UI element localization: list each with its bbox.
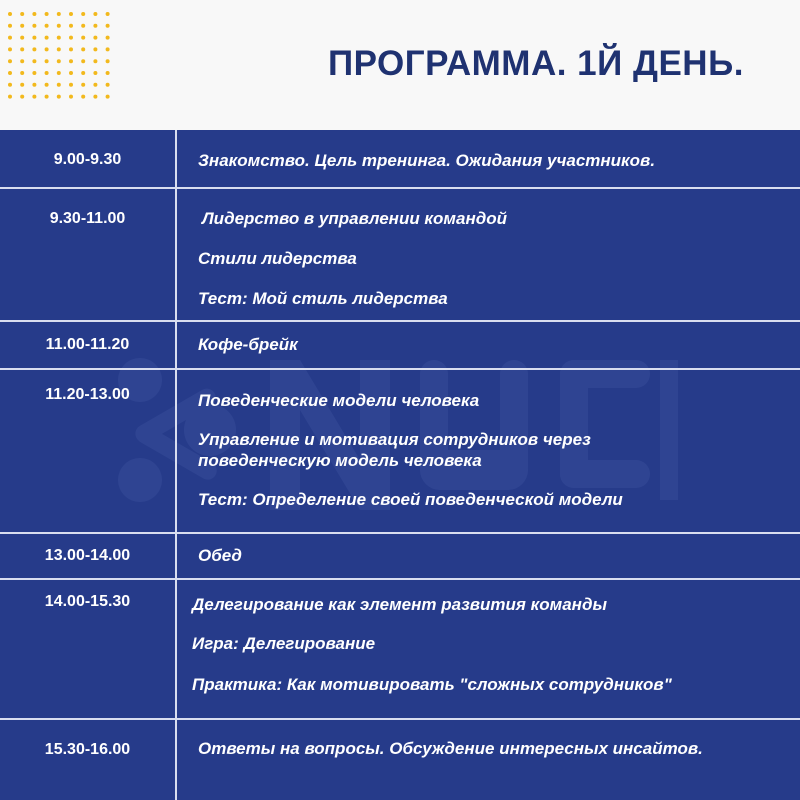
decor-dot [81, 71, 85, 75]
decor-dot [69, 24, 73, 28]
decor-dot [45, 83, 49, 87]
decor-dot [57, 59, 61, 63]
decor-dot [8, 47, 12, 51]
agenda-item: Тест: Мой стиль лидерства [198, 289, 448, 308]
decor-dot [20, 12, 24, 16]
decor-dot [8, 95, 12, 99]
decor-dot [93, 36, 97, 40]
time-slot: 9.00-9.30 [53, 151, 122, 168]
schedule-table [0, 130, 800, 800]
decor-dot [69, 36, 73, 40]
time-slot: 11.00-11.20 [45, 336, 130, 353]
decor-dot [81, 12, 85, 16]
time-slot: 9.30-11.00 [49, 210, 126, 227]
decor-dot [81, 83, 85, 87]
decor-dot [57, 83, 61, 87]
decor-dot [8, 59, 12, 63]
decor-dot [106, 59, 110, 63]
row-divider [0, 368, 800, 370]
row-divider [0, 320, 800, 322]
decor-dot [8, 24, 12, 28]
agenda-item: Делегирование как элемент развития команды [192, 595, 607, 614]
decor-dot [32, 95, 36, 99]
decor-dot [69, 59, 73, 63]
decor-dot [32, 83, 36, 87]
decor-dot [45, 24, 49, 28]
header [0, 0, 800, 130]
page-title: ПРОГРАММА. 1Й ДЕНЬ. [328, 44, 744, 83]
row-divider [0, 718, 800, 720]
decor-dot [45, 59, 49, 63]
agenda-item: Ответы на вопросы. Обсуждение интересных инсайтов. [198, 739, 703, 758]
decor-dot [8, 12, 12, 16]
decor-dot [69, 12, 73, 16]
decor-dot [81, 95, 85, 99]
row-divider [0, 578, 800, 580]
decor-dot [81, 47, 85, 51]
agenda-item: Управление и мотивация сотрудников через [198, 430, 591, 449]
time-slot: 14.00-15.30 [44, 593, 131, 610]
decor-dot [81, 36, 85, 40]
row-divider [0, 187, 800, 189]
decor-dot [106, 95, 110, 99]
decor-dot [93, 47, 97, 51]
decor-dot [93, 12, 97, 16]
decor-dot [93, 24, 97, 28]
decor-dot [32, 71, 36, 75]
decor-dot [93, 71, 97, 75]
time-slot: 11.20-13.00 [45, 386, 130, 403]
decor-dot [20, 47, 24, 51]
column-divider [175, 130, 177, 800]
time-slot: 15.30-16.00 [44, 741, 131, 758]
agenda-item: Кофе-брейк [198, 335, 298, 354]
decor-dot [106, 12, 110, 16]
decor-dot [45, 95, 49, 99]
decor-dot [69, 47, 73, 51]
decor-dot [106, 36, 110, 40]
decor-dot [20, 36, 24, 40]
decor-dot [45, 47, 49, 51]
decor-dot [8, 83, 12, 87]
decor-dot [20, 83, 24, 87]
agenda-item: Практика: Как мотивировать "сложных сотрудников" [192, 675, 672, 694]
agenda-item: Поведенческие модели человека [198, 391, 480, 410]
decor-dot [93, 95, 97, 99]
decor-dot [93, 83, 97, 87]
decor-dot [32, 12, 36, 16]
decor-dot [57, 47, 61, 51]
agenda-item: Знакомство. Цель тренинга. Ожидания участников. [198, 151, 656, 170]
decor-dot [106, 24, 110, 28]
decor-dot [20, 59, 24, 63]
decor-dot [32, 59, 36, 63]
agenda-item: Лидерство в управлении командой [202, 209, 508, 228]
agenda-item: поведенческую модель человека [198, 451, 482, 470]
decor-dot [57, 24, 61, 28]
decor-dot [45, 71, 49, 75]
row-divider [0, 532, 800, 534]
agenda-item: Тест: Определение своей поведенческой модели [198, 490, 623, 509]
decor-dot [20, 71, 24, 75]
decor-dot [69, 83, 73, 87]
decor-dot [8, 36, 12, 40]
decor-dot [93, 59, 97, 63]
agenda-item: Обед [198, 546, 242, 565]
decor-dot [81, 59, 85, 63]
time-slot: 13.00-14.00 [44, 547, 131, 564]
decor-dot [69, 95, 73, 99]
decor-dot [57, 12, 61, 16]
dot-grid-decoration [4, 10, 114, 100]
agenda-item: Стили лидерства [198, 249, 357, 268]
decor-dot [69, 71, 73, 75]
decor-dot [45, 12, 49, 16]
decor-dot [81, 24, 85, 28]
decor-dot [57, 95, 61, 99]
decor-dot [45, 36, 49, 40]
decor-dot [32, 47, 36, 51]
decor-dot [106, 71, 110, 75]
decor-dot [32, 36, 36, 40]
decor-dot [106, 47, 110, 51]
decor-dot [20, 24, 24, 28]
decor-dot [57, 36, 61, 40]
decor-dot [32, 24, 36, 28]
decor-dot [20, 95, 24, 99]
decor-dot [106, 83, 110, 87]
agenda-item: Игра: Делегирование [192, 634, 376, 653]
decor-dot [57, 71, 61, 75]
decor-dot [8, 71, 12, 75]
